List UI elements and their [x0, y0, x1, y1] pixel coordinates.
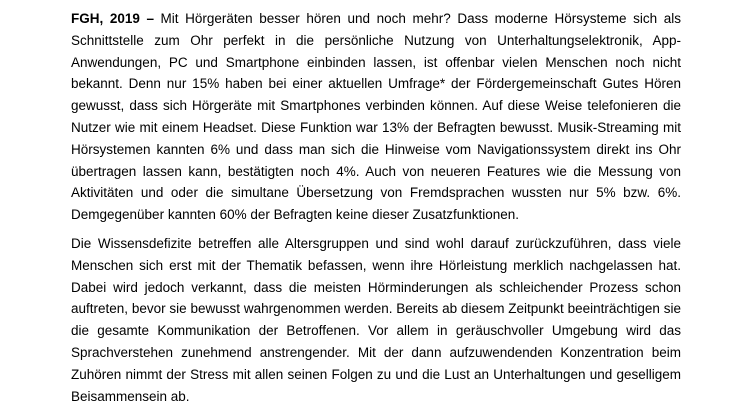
dateline: FGH, 2019 – [71, 11, 154, 26]
paragraph-1-text: Mit Hörgeräten besser hören und noch mehr? Dass moderne Hörsysteme sich als Schnittstelle zum Ohr perfekt in die persönliche Nutzung von Unterhaltungselektronik, App-Anwendungen, PC und Smartphone einbinden lassen, ist offenbar vielen Menschen noch nicht bekannt. Denn nur 15% haben bei einer aktuellen Umfrage* der Fördergemeinschaft Gutes Hören gewusst, dass sich Hörgeräte mit Smartphones verbinden können. Auf diese Weise telefonieren die Nutzer wie mit einem Headset. Diese Funktion war 13% der Befragten bewusst. Musik-Streaming mit Hörsystemen kannten 6% und dass man sich die Hinweise vom Navigationssystem direkt ins Ohr übertragen lassen kann, bestätigten noch 4%. Auch von neueren Features wie die Messung von Aktivitäten und oder die simultane Übersetzung von Fremdsprachen wussten nur 5% bzw. 6%. Demgegenüber kannten 60% der Befragten keine dieser Zusatzfunktionen. [71, 11, 681, 223]
paragraph-1 [71, 8, 681, 226]
paragraph-2: Die Wissensdefizite betreffen alle Altersgruppen und sind wohl darauf zurückzuführen, dass viele Menschen sich erst mit der Thematik befassen, wenn ihre Hörleistung merklich nachgelassen hat. Dabei wird jedoch verkannt, dass die meisten Hörminderungen als schleichender Prozess schon auftreten, bevor sie bewusst wahrgenommen werden. Bereits ab diesem Zeitpunkt beeinträchtigen sie die gesamte Kommunikation der Betroffenen. Vor allem in geräuschvoller Umgebung wird das Sprachverstehen zunehmend anstrengender. Mit der dann aufzuwendenden Konzentration beim Zuhören nimmt der Stress mit allen seinen Folgen zu und die Lust an Unterhaltungen und geselligem Beisammensein ab. [71, 235, 681, 404]
